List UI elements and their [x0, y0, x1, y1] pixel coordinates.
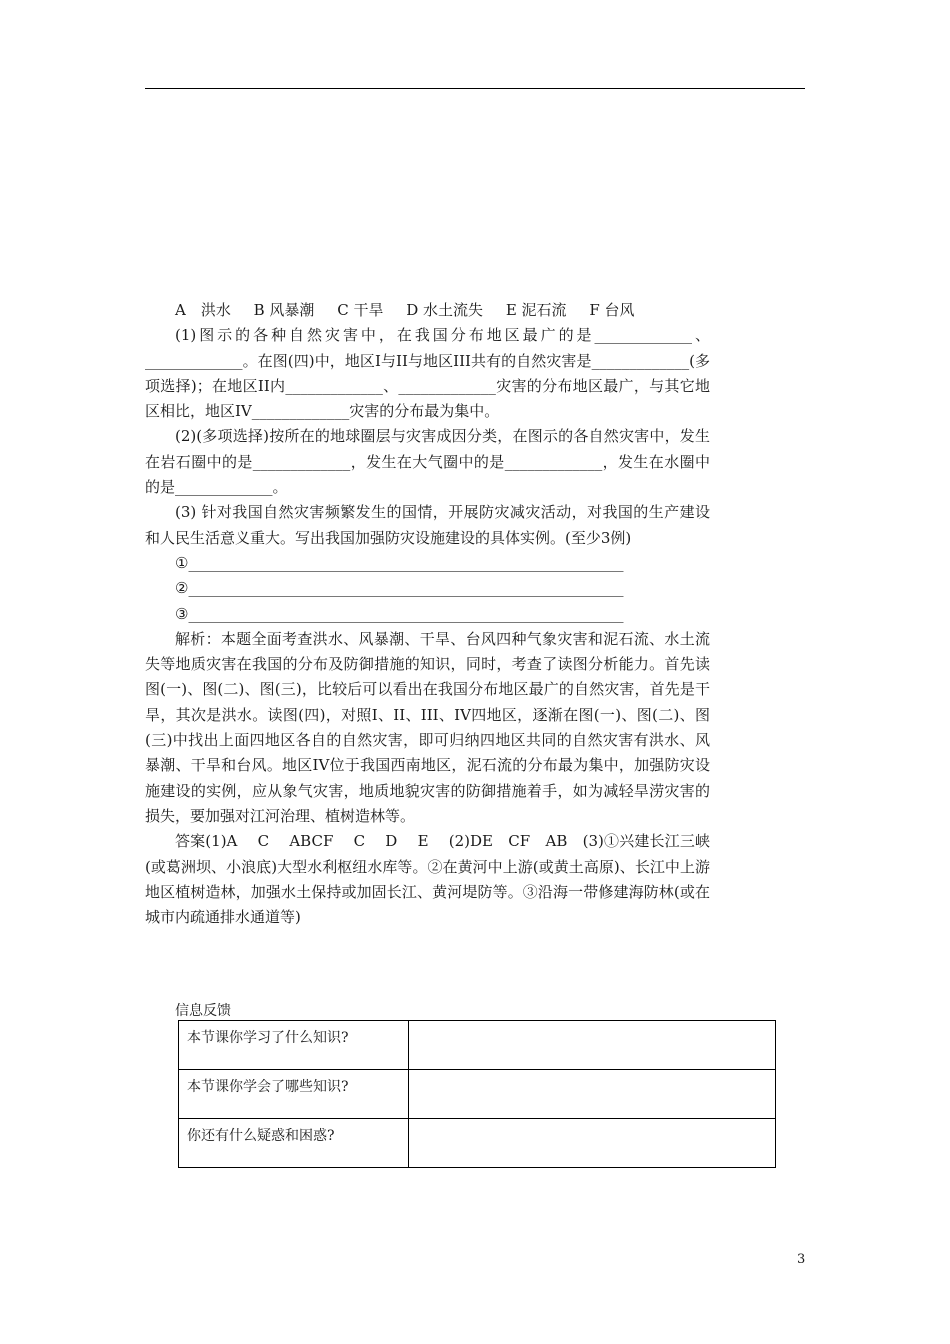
question-2: (2)(多项选择)按所在的地球圈层与灾害成因分类，在图示的各自然灾害中，发生在岩石圈中的是_____________，发生在大气圈中的是_____________，发生在水圈中的是_____________。 — [145, 427, 710, 497]
document-body — [145, 298, 710, 930]
header-rule — [145, 88, 805, 89]
option-a: A 洪水 — [175, 301, 231, 319]
table-row — [179, 1070, 776, 1119]
answer-paragraph: 答案(1)A C ABCF C D E (2)DE CF AB (3)①兴建长江三峡(或葛洲坝、小浪底)大型水利枢纽水库等。②在黄河中上游(或黄土高原)、长江中上游地区植树造林，加强水土保持或加固长江、黄河堤防等。③沿海一带修建海防林(或在城市内疏通排水通道等) — [145, 832, 710, 927]
example-line-1: ①__________________________________________________________ — [175, 553, 624, 572]
feedback-question-3: 你还有什么疑惑和困惑? — [179, 1119, 409, 1168]
option-d: D 水土流失 — [406, 301, 484, 319]
feedback-answer-cell-1[interactable] — [409, 1021, 776, 1070]
question-3: (3) 针对我国自然灾害频繁发生的国情，开展防灾减灾活动，对我国的生产建设和人民生活意义重大。写出我国加强防灾设施建设的具体实例。(至少3例) — [145, 503, 710, 547]
feedback-answer-cell-2[interactable] — [409, 1070, 776, 1119]
table-row — [179, 1119, 776, 1168]
feedback-answer-cell-3[interactable] — [409, 1119, 776, 1168]
table-row — [179, 1021, 776, 1070]
feedback-table — [178, 1020, 776, 1168]
example-line-2: ②__________________________________________________________ — [175, 579, 624, 598]
feedback-question-1: 本节课你学习了什么知识? — [179, 1021, 409, 1070]
option-f: F 台风 — [589, 301, 635, 319]
option-e: E 泥石流 — [505, 301, 567, 319]
answer-options — [145, 298, 710, 323]
option-c: C 干旱 — [337, 301, 384, 319]
page-number: 3 — [797, 1252, 806, 1267]
option-b: B 风暴潮 — [253, 301, 315, 319]
feedback-question-2: 本节课你学会了哪些知识? — [179, 1070, 409, 1119]
example-line-3: ③__________________________________________________________ — [175, 604, 624, 623]
question-1: (1)图示的各种自然灾害中，在我国分布地区最广的是_____________、_____________。在图(四)中，地区I与II与地区III共有的自然灾害是_____________(多项选择)；在地区II内_____________、_____________灾害的分布地区最广，与其它地区相比，地区IV_____________灾害的分布最为集中。 — [145, 326, 710, 421]
feedback-title: 信息反馈 — [175, 1003, 231, 1019]
analysis-paragraph: 解析：本题全面考查洪水、风暴潮、干旱、台风四种气象灾害和泥石流、水土流失等地质灾害在我国的分布及防御措施的知识，同时，考查了读图分析能力。首先读图(一)、图(二)、图(三)，比较后可以看出在我国分布地区最广的自然灾害，首先是干旱，其次是洪水。读图(四)，对照I、II、III、IV四地区，逐渐在图(一)、图(二)、图(三)中找出上面四地区各自的自然灾害，即可归纳四地区共同的自然灾害有洪水、风暴潮、干旱和台风。地区IV位于我国西南地区，泥石流的分布最为集中，加强防灾设施建设的实例，应从象气灾害，地质地貌灾害的防御措施着手，如为减轻旱涝灾害的损失，要加强对江河治理、植树造林等。 — [145, 629, 710, 825]
